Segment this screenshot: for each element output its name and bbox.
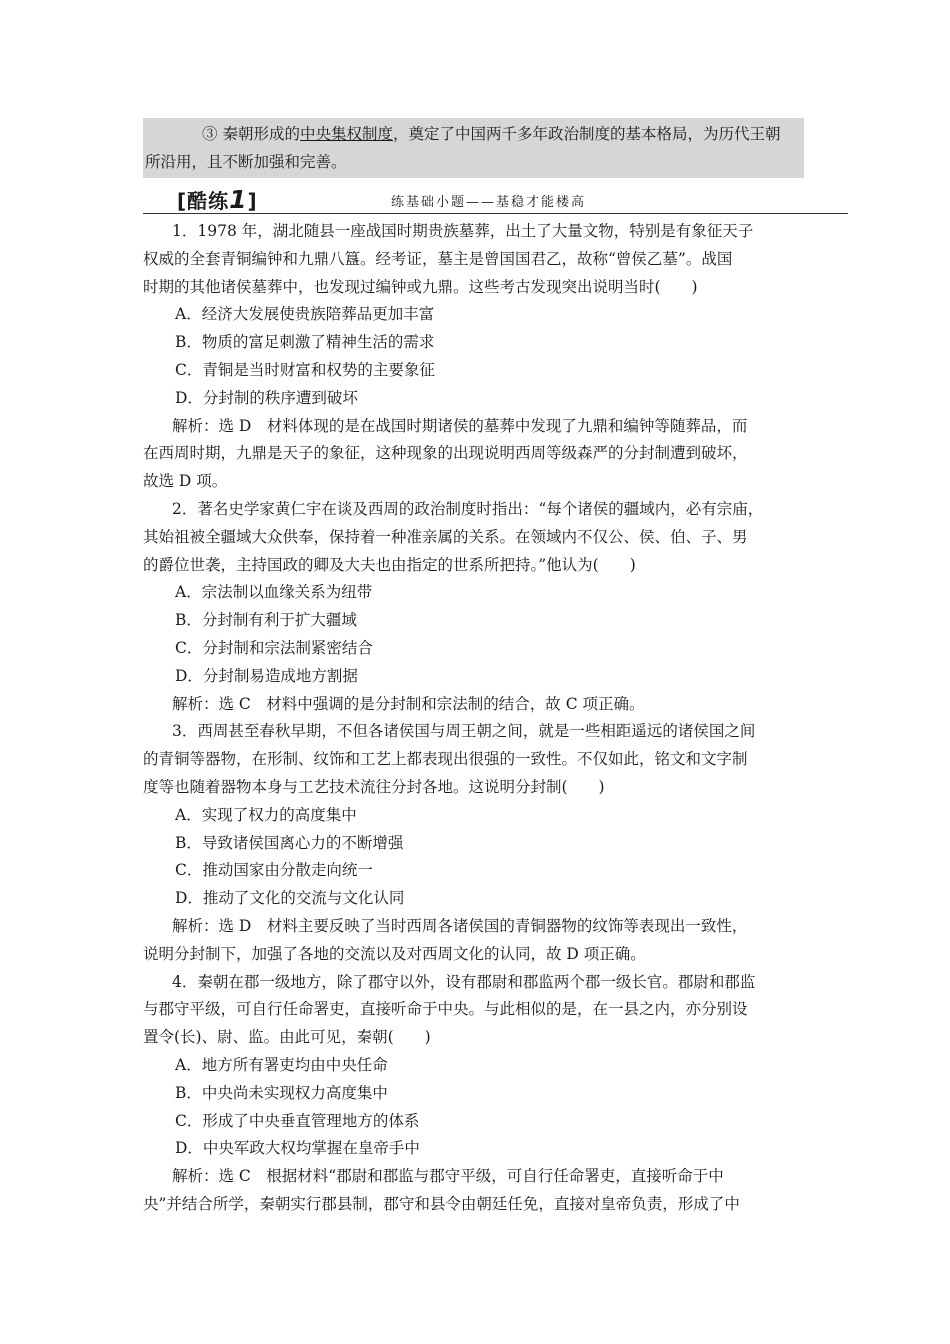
explanation: 说明分封制下，加强了各地的交流以及对西周文化的认同，故 D 项正确。 (143, 944, 646, 963)
question-stem: 的爵位世袭，主持国政的卿及大夫也由指定的世系所把持。”他认为( ) (143, 555, 636, 574)
question-stem: 度等也随着器物本身与工艺技术流往分封各地。这说明分封制( ) (143, 777, 605, 796)
option-d: D．中央军政大权均掌握在皇帝手中 (175, 1139, 420, 1158)
option-a: A．宗法制以血缘关系为纽带 (175, 583, 373, 602)
option-b: B．物质的富足刺激了精神生活的需求 (175, 333, 435, 352)
option-c: C．分封制和宗法制紧密结合 (175, 638, 373, 657)
question-stem: 的青铜等器物，在形制、纹饰和工艺上都表现出很强的一致性。不仅如此，铭文和文字制 (143, 750, 748, 769)
option-c: C．形成了中央垂直管理地方的体系 (175, 1111, 420, 1130)
explanation: 央”并结合所学，秦朝实行郡县制，郡守和县令由朝廷任免，直接对皇帝负责，形成了中 (143, 1194, 740, 1213)
option-c: C．青铜是当时财富和权势的主要象征 (175, 360, 435, 379)
option-d: D．分封制易造成地方割据 (175, 666, 358, 685)
explanation: 解析：选 C 根据材料“郡尉和郡监与郡守平级，可自行任命署吏，直接听命于中 (172, 1167, 724, 1186)
explanation: 解析：选 D 材料体现的是在战国时期诸侯的墓葬中发现了九鼎和编钟等随葬品，而 (172, 416, 748, 435)
option-b: B．分封制有利于扩大疆域 (175, 611, 357, 630)
option-a: A．经济大发展使贵族陪葬品更加丰富 (175, 305, 435, 324)
question-stem: 与郡守平级，可自行任命署吏，直接听命于中央。与此相似的是，在一县之内，亦分别设 (143, 1000, 748, 1019)
option-c: C．推动国家由分散走向统一 (175, 861, 373, 880)
option-a: A．地方所有署吏均由中央任命 (175, 1055, 388, 1074)
question-stem: 2．著名史学家黄仁宇在谈及西周的政治制度时指出：“每个诸侯的疆域内，必有宗庙， (172, 499, 764, 518)
underlined-term: 中央集权制度 (299, 125, 393, 143)
question-stem: 4．秦朝在郡一级地方，除了郡守以外，设有郡尉和郡监两个郡一级长官。郡尉和郡监 (172, 972, 756, 991)
section-title: [酷练1] (177, 185, 258, 214)
option-a: A．实现了权力的高度集中 (175, 805, 357, 824)
summary-line-2: 所沿用，且不断加强和完善。 (145, 153, 347, 171)
explanation: 解析：选 C 材料中强调的是分封制和宗法制的结合，故 C 项正确。 (172, 694, 645, 713)
circled-number: ③ (202, 125, 218, 143)
explanation: 故选 D 项。 (143, 472, 228, 491)
question-stem: 1．1978 年，湖北随县一座战国时期贵族墓葬，出土了大量文物，特别是有象征天子 (172, 222, 754, 240)
section-banner (143, 185, 848, 214)
question-stem: 时期的其他诸侯墓葬中，也发现过编钟或九鼎。这些考古发现突出说明当时( ) (143, 277, 698, 296)
question-stem: 置令(长)、尉、监。由此可见，秦朝( ) (143, 1028, 431, 1047)
questions (143, 218, 813, 1219)
question-stem: 其始祖被全疆域大众供奉，保持着一种准亲属的关系。在领域内不仅公、侯、伯、子、男 (143, 527, 748, 546)
option-b: B．中央尚未实现权力高度集中 (175, 1083, 388, 1102)
explanation: 解析：选 D 材料主要反映了当时西周各诸侯国的青铜器物的纹饰等表现出一致性， (172, 916, 748, 935)
section-subtitle: 练基础小题——基稳才能楼高 (391, 195, 587, 210)
question-stem: 3．西周甚至春秋早期，不但各诸侯国与周王朝之间，就是一些相距遥远的诸侯国之间 (172, 722, 756, 741)
question-stem: 权威的全套青铜编钟和九鼎八簋。经考证，墓主是曾国国君乙，故称“曾侯乙墓”。战国 (143, 249, 733, 268)
option-b: B．导致诸侯国离心力的不断增强 (175, 833, 404, 852)
option-d: D．推动了文化的交流与文化认同 (175, 889, 405, 908)
explanation: 在西周时期，九鼎是天子的象征，这种现象的出现说明西周等级森严的分封制遭到破坏， (143, 444, 748, 463)
summary-box (143, 118, 804, 178)
summary-line-1: ③ 秦朝形成的中央集权制度，奠定了中国两千多年政治制度的基本格局，为历代王朝 (202, 125, 781, 143)
option-d: D．分封制的秩序遭到破坏 (175, 388, 358, 407)
